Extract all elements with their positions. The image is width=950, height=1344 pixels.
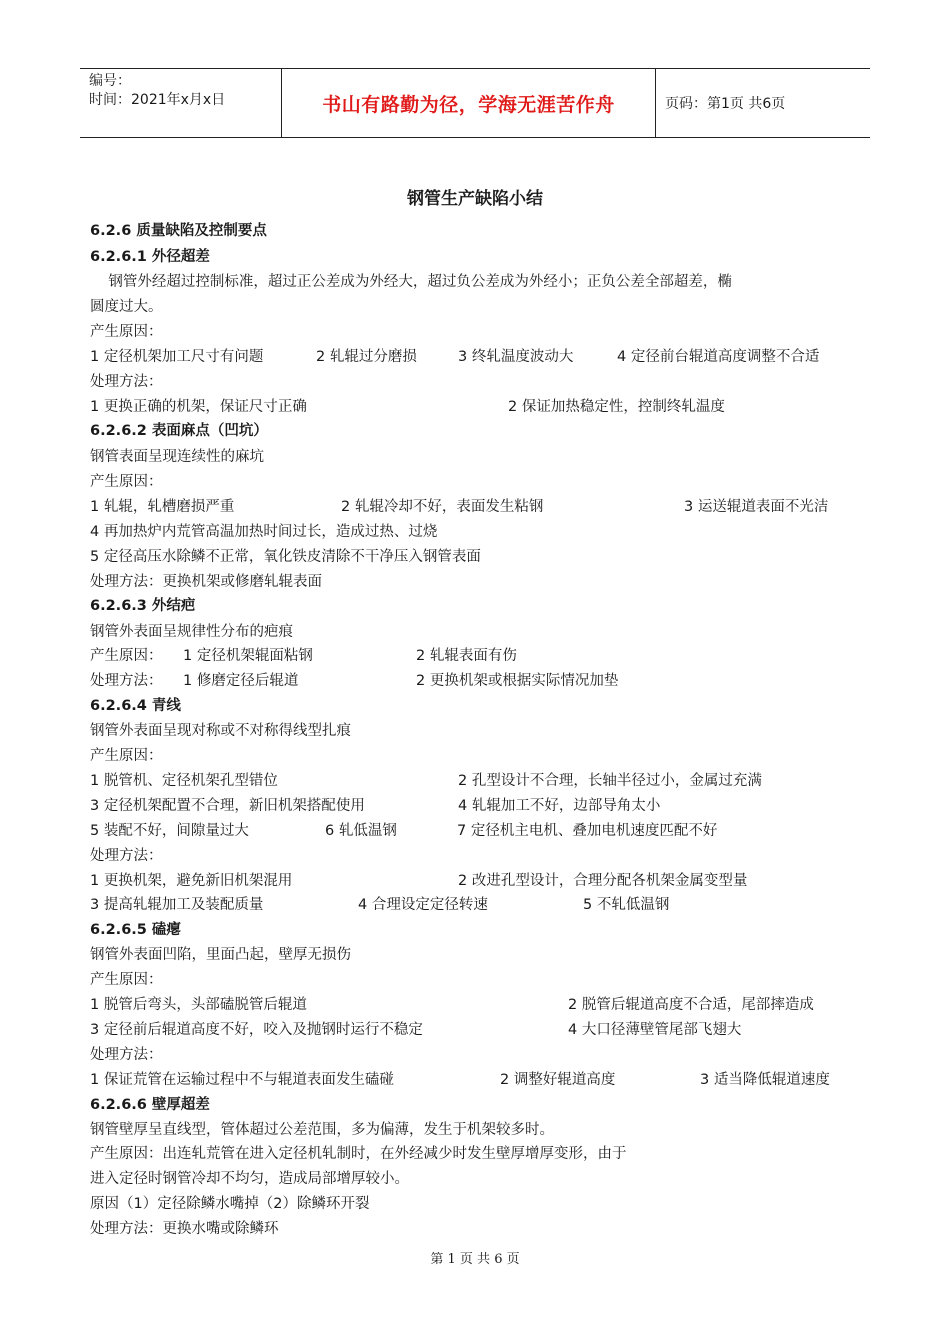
text-line: 产生原因：	[90, 324, 163, 340]
subsection-heading: 6.2.6.6 壁厚超差	[90, 1097, 210, 1113]
text-line: 1 更换机架，避免新旧机架混用 2 改进孔型设计，合理分配各机架金属变型量	[90, 873, 748, 889]
date-label: 时间：2021年x月x日	[89, 92, 226, 108]
text-line: 钢管外表面呈现对称或不对称得线型扎痕	[90, 723, 351, 739]
text-line: 处理方法： 1 修磨定径后辊道 2 更换机架或根据实际情况加垫	[90, 673, 619, 689]
section-heading: 6.2.6 质量缺陷及控制要点	[90, 223, 267, 239]
subsection-heading: 6.2.6.5 磕瘪	[90, 922, 181, 938]
text-line: 1 脱管机、定径机架孔型错位 2 孔型设计不合理，长轴半径过小，金属过充满	[90, 773, 762, 789]
text-line: 3 提高轧辊加工及装配质量 4 合理设定定径转速 5 不轧低温钢	[90, 897, 670, 913]
text-line: 钢管外表面呈规律性分布的疤痕	[90, 624, 293, 640]
subsection-heading: 6.2.6.4 青线	[90, 698, 181, 714]
text-line: 产生原因：	[90, 972, 163, 988]
motto: 书山有路勤为径，学海无涯苦作舟	[282, 69, 656, 137]
text-line: 产生原因：出连轧荒管在进入定径机轧制时，在外经减少时发生壁厚增厚变形，由于	[90, 1146, 627, 1162]
text-line: 进入定径时钢管冷却不均匀，造成局部增厚较小。	[90, 1171, 409, 1187]
text-line: 原因（1）定径除鳞水嘴掉（2）除鳞环开裂	[90, 1196, 370, 1212]
text-line: 处理方法：	[90, 848, 163, 864]
text-line: 1 脱管后弯头，头部磕脱管后辊道 2 脱管后辊道高度不合适，尾部摔造成	[90, 997, 814, 1013]
text-line: 3 定径前后辊道高度不好，咬入及抛钢时运行不稳定 4 大口径薄壁管尾部飞翅大	[90, 1022, 742, 1038]
text-line: 产生原因：	[90, 474, 163, 490]
header-info-cell	[80, 69, 282, 137]
header-table	[80, 68, 870, 138]
text-line: 钢管表面呈现连续性的麻坑	[90, 449, 264, 465]
subsection-heading: 6.2.6.1 外径超差	[90, 249, 210, 265]
text-line: 1 更换正确的机架，保证尺寸正确 2 保证加热稳定性，控制终轧温度	[90, 399, 725, 415]
text-line: 5 定径高压水除鳞不正常，氧化铁皮清除不干净压入钢管表面	[90, 549, 481, 565]
text-line: 处理方法：	[90, 374, 163, 390]
text-line: 4 再加热炉内荒管高温加热时间过长，造成过热、过烧	[90, 524, 438, 540]
text-line: 处理方法：更换水嘴或除鳞环	[90, 1221, 279, 1237]
text-line: 产生原因：	[90, 748, 163, 764]
text-line: 产生原因： 1 定径机架辊面粘钢 2 轧辊表面有伤	[90, 648, 517, 664]
text-line: 1 保证荒管在运输过程中不与辊道表面发生磕碰 2 调整好辊道高度 3 适当降低辊道速度	[90, 1072, 830, 1088]
text-line: 处理方法：	[90, 1047, 163, 1063]
text-line: 圆度过大。	[90, 299, 163, 315]
page-footer: 第 1 页 共 6 页	[430, 1252, 520, 1267]
text-line: 处理方法：更换机架或修磨轧辊表面	[90, 574, 322, 590]
text-line: 3 定径机架配置不合理，新旧机架搭配使用 4 轧辊加工不好，边部导角太小	[90, 798, 661, 814]
text-line: 1 轧辊，轧槽磨损严重 2 轧辊冷却不好，表面发生粘钢 3 运送辊道表面不光洁	[90, 499, 829, 515]
text-line: 钢管外表面凹陷，里面凸起，壁厚无损伤	[90, 947, 351, 963]
text-line: 1 定径机架加工尺寸有问题 2 轧辊过分磨损 3 终轧温度波动大 4 定径前台辊道高度调整不合适	[90, 349, 820, 365]
document-title: 钢管生产缺陷小结	[407, 189, 543, 209]
text-line: 钢管壁厚呈直线型，管体超过公差范围，多为偏薄，发生于机架较多时。	[90, 1122, 554, 1138]
page-label: 页码：第1页 共6页	[665, 96, 786, 112]
subsection-heading: 6.2.6.2 表面麻点（凹坑）	[90, 423, 268, 439]
text-line: 5 装配不好，间隙量过大 6 轧低温钢 7 定径机主电机、叠加电机速度匹配不好	[90, 823, 718, 839]
subsection-heading: 6.2.6.3 外结疤	[90, 598, 196, 614]
number-label: 编号：	[89, 73, 131, 89]
text-line: 钢管外经超过控制标准，超过正公差成为外经大，超过负公差成为外经小；正负公差全部超差，椭	[90, 274, 732, 290]
